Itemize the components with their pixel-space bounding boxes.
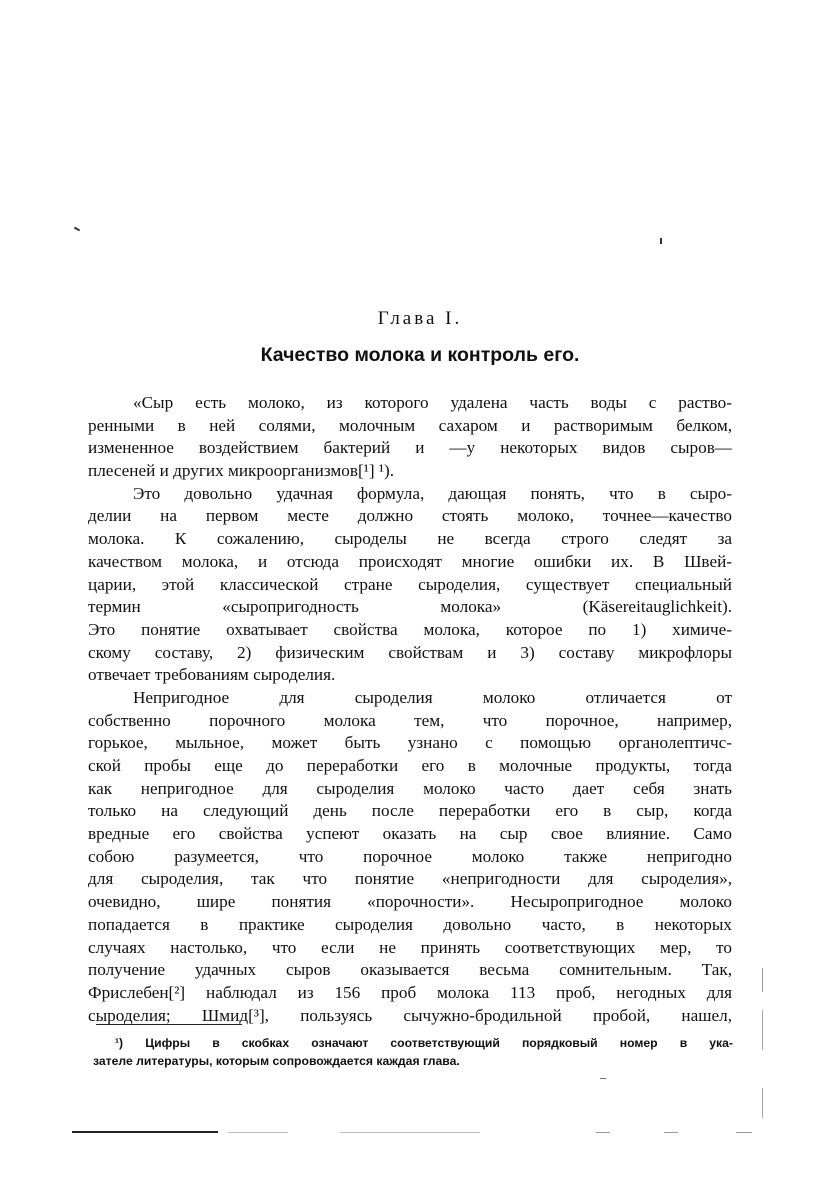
footnote-line: ¹) Цифры в скобках означают соответствующий порядковый номер в ука- xyxy=(115,1036,733,1050)
text-line: Это понятие охватывает свойства молока, которое по 1) химиче- xyxy=(88,619,732,639)
text-line: для сыроделия, так что понятие «непригодности для сыроделия», xyxy=(88,869,732,889)
text-line: царии, этой классической стране сыроделия, существует специальный xyxy=(88,574,732,594)
text-line: попадается в практике сыроделия довольно часто, в некоторых xyxy=(88,914,732,934)
text-line: отвечает требованиям сыроделия. xyxy=(88,665,336,685)
footnote-divider xyxy=(96,1024,242,1025)
scan-speck xyxy=(660,238,662,244)
text-line: очевидно, шире понятия «порочности». Несыропригодное молоко xyxy=(88,892,732,912)
text-line: молока. К сожалению, сыроделы не всегда строго следят за xyxy=(88,529,732,549)
text-line: плесеней и других микроорганизмов[¹] ¹). xyxy=(88,461,395,481)
text-line: случаях настолько, что если не принять соответствующих мер, то xyxy=(88,937,732,957)
text-line: Это довольно удачная формула, дающая понять, что в сыро- xyxy=(133,483,732,503)
text-line: делии на первом месте должно стоять молоко, точнее—качество xyxy=(88,506,732,526)
text-line: сыроделия; Шмид[³], пользуясь сычужно-бродильной пробой, нашел, xyxy=(88,1005,732,1025)
text-line: как непригодное для сыроделия молоко часто дает себя знать xyxy=(88,778,732,798)
text-line: только на следующий день после переработки его в сыр, когда xyxy=(88,801,732,821)
text-line: вредные его свойства успеют оказать на сыр свое влияние. Само xyxy=(88,824,732,844)
scan-speck xyxy=(762,968,763,992)
text-line: Фрислебен[²] наблюдал из 156 проб молока 113 проб, негодных для xyxy=(88,982,732,1002)
scan-speck xyxy=(736,1132,752,1133)
scan-speck xyxy=(340,1132,480,1133)
body-text xyxy=(88,392,732,1027)
text-line: собою разумеется, что порочное молоко также непригодно xyxy=(88,846,732,866)
footnote xyxy=(93,1034,733,1070)
text-line: термин «сыропригодность молока» (Käsereitauglichkeit). xyxy=(88,597,732,617)
scan-speck xyxy=(664,1132,678,1133)
text-line: качеством молока, и отсюда происходят многие ошибки их. В Швей- xyxy=(88,551,732,571)
text-line: собственно порочного молока тем, что порочное, например, xyxy=(88,710,732,730)
bottom-divider xyxy=(72,1131,218,1133)
text-line: измененное воздействием бактерий и —у некоторых видов сыров— xyxy=(88,438,732,458)
footnote-line: зателе литературы, которым сопровождается каждая глава. xyxy=(93,1054,460,1068)
scan-speck xyxy=(762,1010,763,1050)
text-line: Непригодное для сыроделия молоко отличается от xyxy=(133,687,732,707)
text-line: ренными в ней солями, молочным сахаром и растворимым белком, xyxy=(88,415,732,435)
scan-speck xyxy=(596,1132,610,1133)
scan-speck xyxy=(762,1088,763,1118)
scan-speck xyxy=(228,1132,288,1133)
scan-speck xyxy=(74,227,80,232)
text-line: горькое, мыльное, может быть узнано с помощью органолептичс- xyxy=(88,733,732,753)
text-line: получение удачных сыров оказывается весьма сомнительным. Так, xyxy=(88,960,732,980)
chapter-title: Качество молока и контроль его. xyxy=(260,344,580,366)
text-line: «Сыр есть молоко, из которого удалена часть воды с раство- xyxy=(133,393,732,412)
text-line: скому составу, 2) физическим свойствам и 3) составу микрофлоры xyxy=(88,642,732,662)
text-line: ской пробы еще до переработки его в молочные продукты, тогда xyxy=(88,756,732,775)
chapter-label: Глава I. xyxy=(377,308,463,329)
scan-speck xyxy=(600,1078,606,1079)
